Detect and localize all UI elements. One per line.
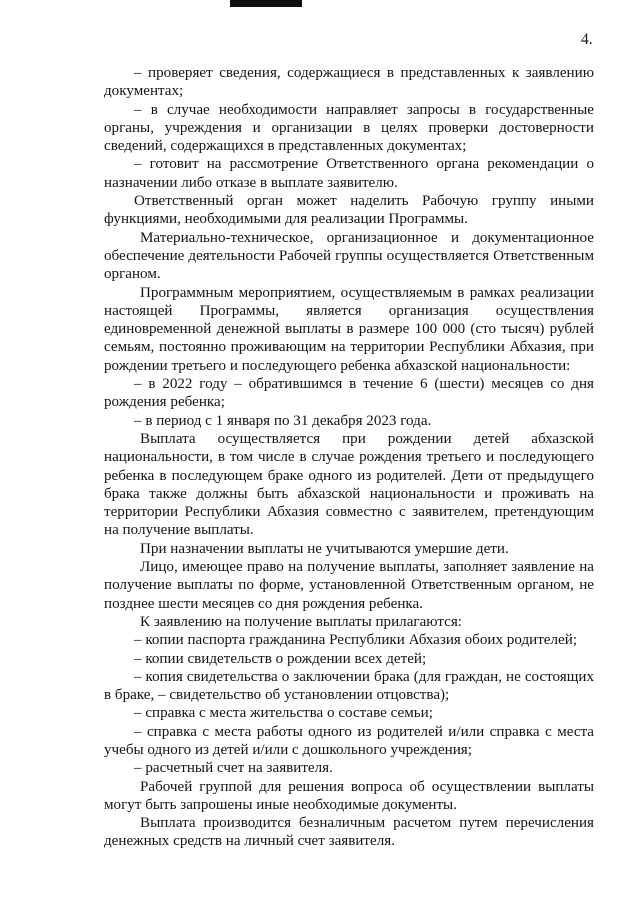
paragraph-dash-2022: – в 2022 году – обратившимся в течение 6 (шести) месяцев со дня рождения ребенка;	[104, 376, 594, 411]
paragraph-attachments-intro: К заявлению на получение выплаты прилагаются:	[140, 613, 462, 630]
scan-edge-mark	[230, 0, 302, 7]
paragraph-program-measure: Программным мероприятием, осуществляемым в рамках реализации настоящей Программы, является организация осуществления единовременной денежной выплаты в размере 100 000 (сто тысяч) рублей семьям, постоянно проживающим на территории Республики Абхазия, при рождении третьего и последующего ребенка абхазской национальности:	[104, 284, 594, 374]
paragraph-payment-conditions: Выплата осуществляется при рождении детей абхазской национальности, в том числе в случае рождения третьего и последующего ребенка в последующем браке одного из родителей. Дети от предыдущего брака также должны быть абхазской национальности и проживать на территории Республики Абхазия совместно с заявителем, претендующим на получение выплаты.	[104, 430, 594, 539]
document-body	[104, 64, 594, 851]
list-item-family-certificate: – справка с места жительства о составе семьи;	[134, 705, 433, 722]
list-item-marriage-certificate: – копия свидетельства о заключении брака (для граждан, не состоящих в браке, – свидетельство об установлении отцовства);	[104, 668, 594, 704]
paragraph-dash-2: – в случае необходимости направляет запросы в государственные органы, учреждения и организации в целях проверки достоверности сведений, содержащихся в представленных документах;	[104, 101, 594, 155]
paragraph-dash-2023: – в период с 1 января по 31 декабря 2023 года.	[134, 412, 432, 429]
page-number: 4.	[581, 31, 593, 48]
paragraph-application: Лицо, имеющее право на получение выплаты, заполняет заявление на получение выплаты по форме, установленной Ответственным органом, не позднее шести месяцев со дня рождения ребенка.	[104, 559, 594, 612]
paragraph-deceased-children: При назначении выплаты не учитываются умершие дети.	[140, 540, 509, 557]
list-item-birth-certificates: – копии свидетельств о рождении всех детей;	[134, 650, 427, 667]
paragraph-material-support: Материально-техническое, организационное и документационное обеспечение деятельности Рабочей группы осуществляется Ответственным органом.	[104, 229, 594, 283]
paragraph-dash-1: – проверяет сведения, содержащиеся в представленных к заявлению документах;	[104, 65, 594, 100]
list-item-work-study-certificate: – справка с места работы одного из родителей и/или справка с места учебы одного из детей и/или с дошкольного учреждения;	[104, 723, 594, 758]
paragraph-payment-method: Выплата производится безналичным расчетом путем перечисления денежных средств на личный счет заявителя.	[104, 815, 594, 850]
paragraph-dash-3: – готовит на рассмотрение Ответственного органа рекомендации о назначении либо отказе в выплате заявителю.	[104, 156, 594, 191]
list-item-bank-account: – расчетный счет на заявителя.	[134, 760, 333, 777]
paragraph-responsible-body: Ответственный орган может наделить Рабочую группу иными функциями, необходимыми для реализации Программы.	[104, 193, 594, 228]
list-item-passports: – копии паспорта гражданина Республики Абхазия обоих родителей;	[134, 632, 578, 649]
paragraph-other-documents: Рабочей группой для решения вопроса об осуществлении выплаты могут быть запрошены иные необходимые документы.	[104, 778, 594, 813]
